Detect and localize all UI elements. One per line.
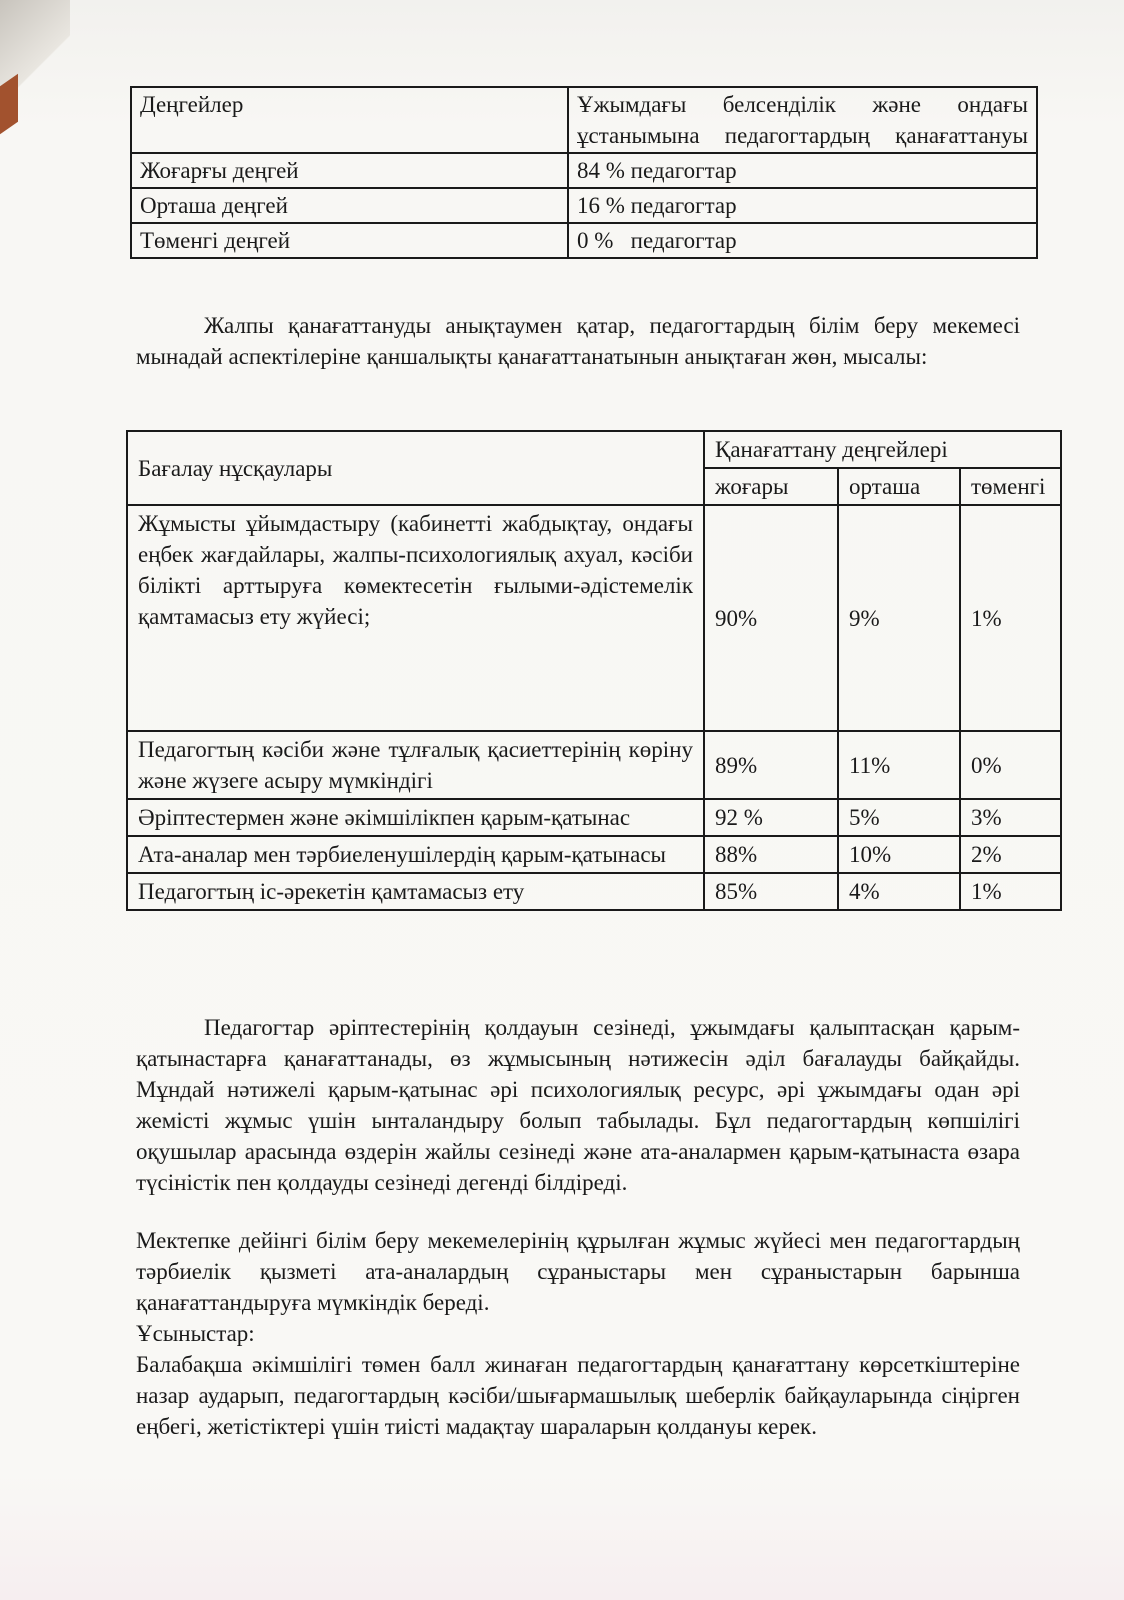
- low-cell: 1%: [960, 873, 1061, 910]
- table-header-row: [131, 87, 1037, 153]
- low-cell: 3%: [960, 799, 1061, 836]
- value-cell: 16 % педагогтар: [568, 188, 1037, 223]
- level-cell: Төменгі деңгей: [131, 223, 568, 258]
- criteria-cell: Жұмысты ұйымдастыру (кабинетті жабдықтау, ондағы еңбек жағдайлары, жалпы-психологиялық ахуал, кәсіби білікті арттыруға көмектесетін ғылыми-әдістемелік қамтамасыз ету жүйесі;: [127, 505, 704, 731]
- table-row: [127, 505, 1061, 731]
- table-row: [127, 799, 1061, 836]
- table-row: [127, 731, 1061, 799]
- low-cell: 0%: [960, 731, 1061, 799]
- low-cell: 1%: [960, 505, 1061, 731]
- table-row: [131, 153, 1037, 188]
- levels-table: [130, 86, 1038, 259]
- value-cell: 84 % педагогтар: [568, 153, 1037, 188]
- recommendations-heading: Ұсыныстар:: [136, 1321, 255, 1346]
- mid-cell: 10%: [838, 836, 960, 873]
- low-cell: 2%: [960, 836, 1061, 873]
- high-cell: 88%: [704, 836, 838, 873]
- level-cell: Орташа деңгей: [131, 188, 568, 223]
- intro-paragraph: Жалпы қанағаттануды анықтаумен қатар, педагогтардың білім беру мекемесі мынадай аспектілеріне қаншалықты қанағаттанатынын анықтаған жөн, мысалы:: [136, 313, 1020, 369]
- level-cell: Жоғарғы деңгей: [131, 153, 568, 188]
- value-cell: 0 % педагогтар: [568, 223, 1037, 258]
- high-cell: 92 %: [704, 799, 838, 836]
- high-cell: 85%: [704, 873, 838, 910]
- mid-cell: 11%: [838, 731, 960, 799]
- mid-cell: 9%: [838, 505, 960, 731]
- header-high: жоғары: [704, 468, 838, 505]
- table-row: [127, 836, 1061, 873]
- header-levels: Деңгейлер: [131, 87, 568, 153]
- high-cell: 90%: [704, 505, 838, 731]
- header-satisfaction-levels: Қанағаттану деңгейлері: [704, 431, 1061, 468]
- criteria-cell: Педагогтың іс-әрекетін қамтамасыз ету: [127, 873, 704, 910]
- header-criteria: Бағалау нұсқаулары: [127, 431, 704, 505]
- system-paragraph: Мектепке дейінгі білім беру мекемелерінің құрылған жұмыс жүйесі мен педагогтардың тәрбиелік қызметі ата-аналардың сұраныстары мен сұраныстарын барынша қанағаттандыруға мүмкіндік береді.: [136, 1228, 1020, 1315]
- mid-cell: 4%: [838, 873, 960, 910]
- criteria-table: [126, 430, 1062, 911]
- criteria-cell: Ата-аналар мен тәрбиеленушілердің қарым-қатынасы: [127, 836, 704, 873]
- criteria-cell: Педагогтың кәсіби және тұлғалық қасиеттерінің көріну және жүзеге асыру мүмкіндігі: [127, 731, 704, 799]
- table-row: [131, 223, 1037, 258]
- header-low: төменгі: [960, 468, 1061, 505]
- support-paragraph: Педагогтар әріптестерінің қолдауын сезінеді, ұжымдағы қалыптасқан қарым-қатынастарға қанағаттанады, өз жұмысының нәтижесін әділ бағалауды байқайды. Мұндай нәтижелі қарым-қатынас әрі психологиялық ресурс, әрі ұжымдағы одан әрі жемісті жұмыс үшін ынталандыру болып табылады. Бұл педагогтардың көпшілігі оқушылар арасында өздерін жайлы сезінеді және ата-аналармен қарым-қатынаста өзара түсіністік пен қолдауды сезінеді дегенді білдіреді.: [136, 1015, 1020, 1195]
- header-satisfaction: Ұжымдағы белсенділік және ондағы ұстанымына педагогтардың қанағаттануы: [568, 87, 1037, 153]
- mid-cell: 5%: [838, 799, 960, 836]
- table-row: [127, 873, 1061, 910]
- recommendations-text: Балабақша әкімшілігі төмен балл жинаған педагогтардың қанағаттану көрсеткіштеріне назар аударып, педагогтардың кәсіби/шығармашылық шеберлік байқауларында сіңірген еңбегі, жетістіктері үшін тиісті мадақтау шараларын қолдануы керек.: [136, 1352, 1020, 1439]
- header-mid: орташа: [838, 468, 960, 505]
- table-row: [131, 188, 1037, 223]
- criteria-cell: Әріптестермен және әкімшілікпен қарым-қатынас: [127, 799, 704, 836]
- high-cell: 89%: [704, 731, 838, 799]
- table-header-row: [127, 431, 1061, 468]
